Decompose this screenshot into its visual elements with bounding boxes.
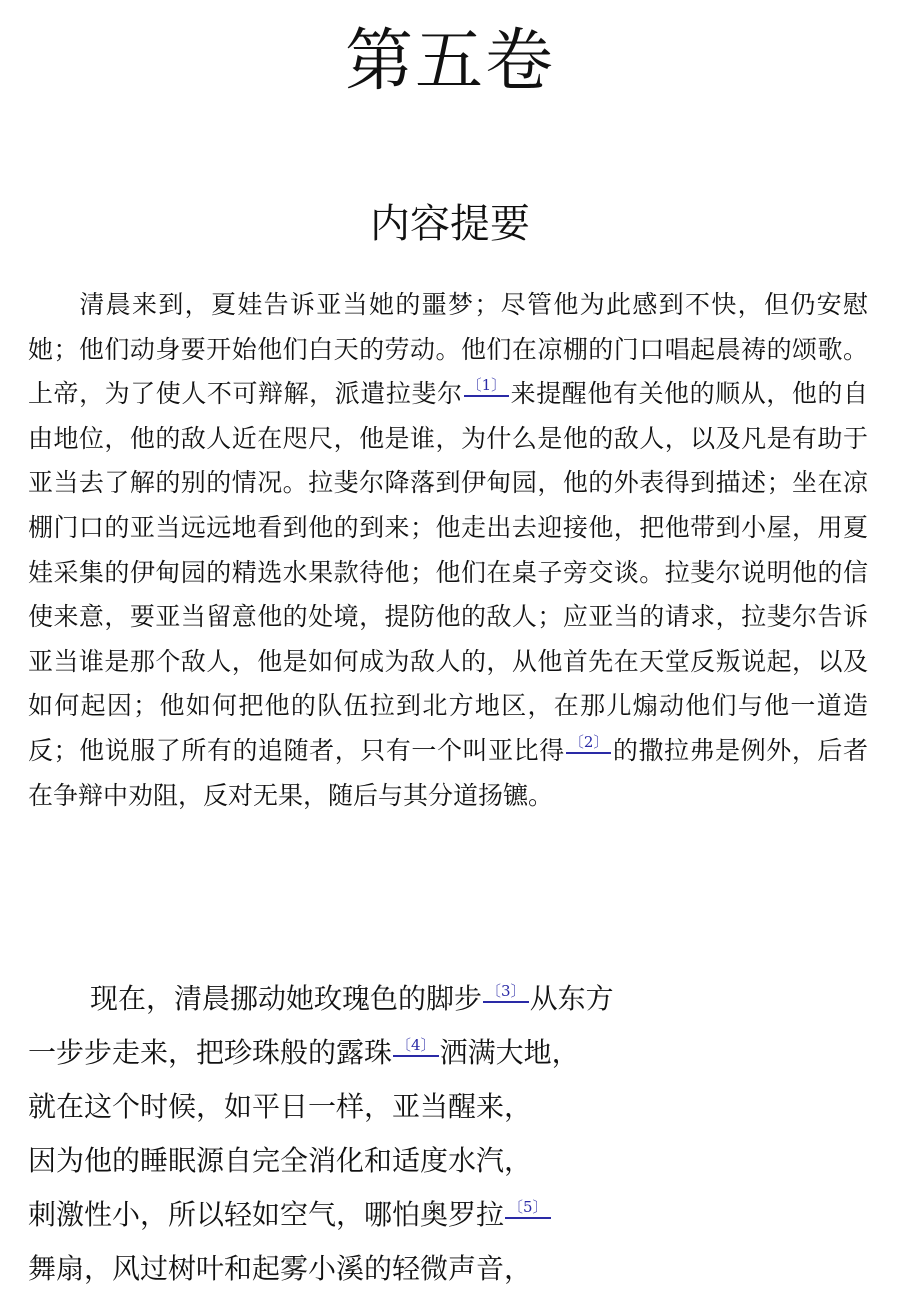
summary-text-part: 的撒拉弗是例外，后者在争辩中劝阻，反对无果，随后与其分道扬镳。 (28, 735, 868, 810)
poem-line (28, 1242, 868, 1296)
poem-block (28, 972, 868, 1296)
summary-text-part: 来提醒他有关他的顺从，他的自由地位，他的敌人近在咫尺，他是谁，为什么是他的敌人，以及凡是有助于亚当去了解的别的情况。拉斐尔降落到伊甸园，他的外表得到描述；坐在凉棚门口的亚当远远地看到他的到来；他走出去迎接他，把他带到小屋，用夏娃采集的伊甸园的精选水果款待他；他们在桌子旁交谈。拉斐尔说明他的信使来意，要亚当留意他的处境，提防他的敌人；应亚当的请求，拉斐尔告诉亚当谁是那个敌人，他是如何成为敌人的，从他首先在天堂反叛说起，以及如何起因；他如何把他的队伍拉到北方地区，在那儿煽动他们与他一道造反；他说服了所有的追随者，只有一个叫亚比得 (28, 379, 868, 765)
volume-title: 第五卷 (344, 22, 555, 101)
summary-paragraph (28, 283, 868, 818)
poem-line (28, 1134, 868, 1188)
poem-line (28, 1026, 868, 1080)
poem-text: 就在这个时候，如平日一样，亚当醒来， (28, 1090, 533, 1123)
footnote-link[interactable]: 〔5〕 (505, 1200, 551, 1219)
poem-text: 洒满大地， (439, 1036, 580, 1069)
section-title: 内容提要 (370, 201, 530, 247)
poem-line (28, 972, 868, 1026)
poem-text: 因为他的睡眠源自完全消化和适度水汽， (28, 1144, 533, 1177)
poem-text: 舞扇，风过树叶和起雾小溪的轻微声音， (28, 1252, 533, 1285)
poem-text: 现在，清晨挪动她玫瑰色的脚步 (90, 982, 483, 1015)
footnote-link[interactable]: 〔4〕 (393, 1038, 439, 1057)
footnote-link[interactable]: 〔2〕 (566, 735, 612, 754)
footnote-link[interactable]: 〔3〕 (483, 984, 529, 1003)
footnote-link[interactable]: 〔1〕 (464, 378, 510, 397)
poem-text: 刺激性小，所以轻如空气，哪怕奥罗拉 (28, 1198, 505, 1231)
summary-text-part: 清晨来到，夏娃告诉亚当她的噩梦；尽管他为此感到不快，但仍安慰她；他们动身要开始他们白天的劳动。他们在凉棚的门口唱起晨祷的颂歌。上帝，为了使人不可辩解，派遣拉斐尔 (28, 290, 868, 409)
poem-text: 从东方 (529, 982, 614, 1015)
poem-text: 一步步走来，把珍珠般的露珠 (28, 1036, 393, 1069)
poem-line (28, 1080, 868, 1134)
poem-line (28, 1188, 868, 1242)
